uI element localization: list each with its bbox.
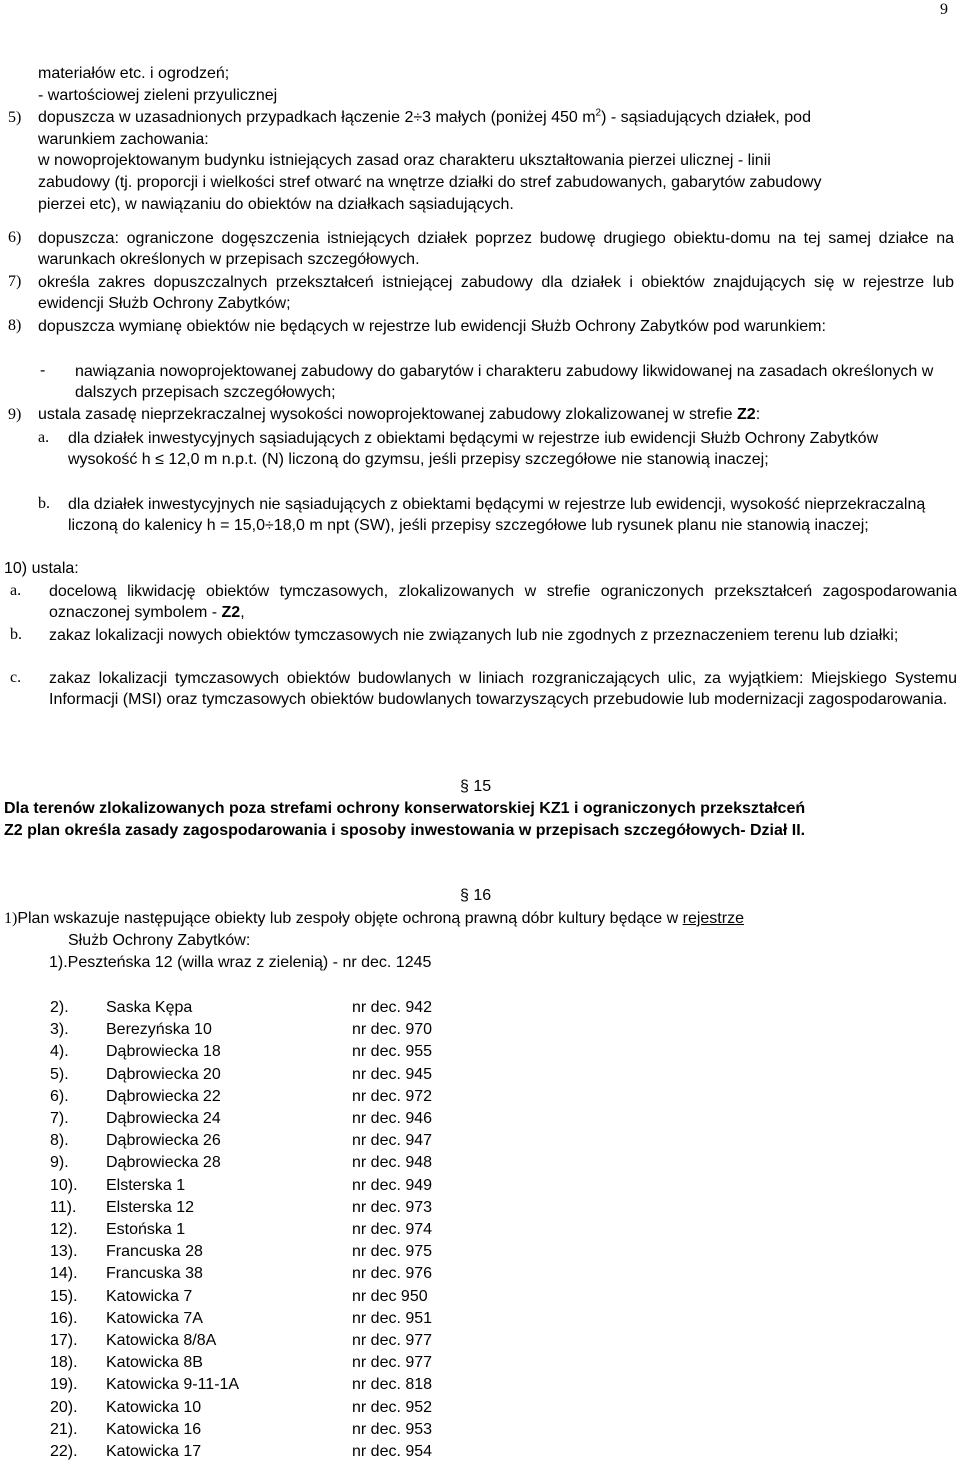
- item-10-a-marker: a.: [10, 582, 22, 599]
- section-15-line-1: Dla terenów zlokalizowanych poza strefami ochrony konserwatorskiej KZ1 i ograniczonych przekształceń: [4, 800, 806, 817]
- item-9-text-b: :: [755, 406, 761, 423]
- list-item-decision: nr dec. 942: [352, 999, 433, 1016]
- list-item-decision: nr dec 950: [352, 1288, 428, 1305]
- list-item-decision: nr dec. 952: [352, 1399, 433, 1416]
- item-5-marker: 5): [8, 109, 22, 126]
- list-item-street: Berezyńska 10: [106, 1021, 212, 1038]
- list-item-street: Dąbrowiecka 22: [106, 1088, 221, 1105]
- list-item: [50, 1331, 470, 1351]
- page-number: 9: [940, 1, 948, 18]
- item-10-a-text-b: ,: [240, 604, 245, 621]
- list-item-decision: nr dec. 951: [352, 1310, 433, 1327]
- list-item: [50, 1131, 470, 1151]
- list-item-decision: nr dec. 818: [352, 1376, 433, 1393]
- list-item: [50, 1176, 470, 1196]
- section-16-line-2: Służb Ochrony Zabytków:: [68, 932, 251, 949]
- list-item-decision: nr dec. 973: [352, 1199, 433, 1216]
- list-item: [50, 1109, 470, 1129]
- list-item-number: 12).: [50, 1221, 78, 1238]
- list-item: [50, 1287, 470, 1307]
- item-6-marker: 6): [8, 229, 22, 246]
- list-item-decision: nr dec. 947: [352, 1132, 433, 1149]
- item-5-sup: 2: [595, 107, 602, 119]
- intro-line-2: - wartościowej zieleni przyulicznej: [38, 87, 278, 104]
- item-9-text: [38, 405, 760, 425]
- section-15-heading: § 15: [460, 778, 492, 795]
- item-5-line-3: w nowoprojektowanym budynku istniejących zasad oraz charakteru ukształtowania pierzei ulicznej - linii: [38, 152, 771, 169]
- list-item-number: 2).: [50, 999, 69, 1016]
- item-5-line-2: warunkiem zachowania:: [38, 131, 209, 148]
- list-item-number: 8).: [50, 1132, 69, 1149]
- list-item-decision: nr dec. 976: [352, 1265, 433, 1282]
- section-16-text-a: Plan wskazuje następujące obiekty lub zespoły objęte ochroną prawną dóbr kultury będące w: [17, 910, 683, 927]
- list-item-number: 20).: [50, 1399, 78, 1416]
- list-item-decision: nr dec. 949: [352, 1177, 433, 1194]
- list-item-street: Dąbrowiecka 28: [106, 1154, 221, 1171]
- item-5-line-5: pierzei etc), w nawiązaniu do obiektów na działkach sąsiadujących.: [38, 196, 514, 213]
- list-item: [50, 998, 470, 1018]
- list-item-street: Katowicka 7: [106, 1288, 193, 1305]
- list-item-decision: nr dec. 948: [352, 1154, 433, 1171]
- list-item-number: 17).: [50, 1332, 78, 1349]
- list-item-street: Dąbrowiecka 18: [106, 1043, 221, 1060]
- list-item-decision: nr dec. 972: [352, 1088, 433, 1105]
- section-16-line-1: [4, 909, 744, 929]
- list-item: [50, 1375, 470, 1395]
- list-item-street: Francuska 28: [106, 1243, 203, 1260]
- list-item-decision: nr dec. 974: [352, 1221, 433, 1238]
- list-item-number: 4).: [50, 1043, 69, 1060]
- item-7-text: określa zakres dopuszczalnych przekształceń istniejącej zabudowy dla działek i obiektów znajdujących się w rejestrze lub ewidencji Służb Ochrony Zabytków;: [38, 274, 954, 312]
- list-item-decision: nr dec. 977: [352, 1354, 433, 1371]
- list-item: [50, 1220, 470, 1240]
- item-5-text-a: dopuszcza w uzasadnionych przypadkach łączenie 2÷3 małych (poniżej 450 m: [38, 109, 596, 126]
- list-item: [50, 1264, 470, 1284]
- section-16-first-item: 1).Peszteńska 12 (willa wraz z zielenią) - nr dec. 1245: [49, 954, 432, 971]
- section-16-register-link: rejestrze: [682, 910, 744, 927]
- item-10-a-text-a: docelową likwidację obiektów tymczasowych, zlokalizowanych w strefie ograniczonych przekształceń zagospodarowania oznaczonej symbolem -: [49, 583, 957, 621]
- item-7-marker: 7): [8, 273, 22, 290]
- item-9-b-marker: b.: [38, 495, 50, 512]
- list-item-decision: nr dec. 945: [352, 1066, 433, 1083]
- list-item-decision: nr dec. 946: [352, 1110, 433, 1127]
- item-5-line-1: [38, 108, 811, 128]
- item-10-label: 10) ustala:: [4, 560, 79, 577]
- item-10-b-text: zakaz lokalizacji nowych obiektów tymczasowych nie związanych lub nie zgodnych z przeznaczeniem terenu lub działki;: [49, 627, 899, 644]
- list-item-street: Dąbrowiecka 26: [106, 1132, 221, 1149]
- list-item-number: 19).: [50, 1376, 78, 1393]
- list-item-number: 6).: [50, 1088, 69, 1105]
- list-item: [50, 1198, 470, 1218]
- list-item: [50, 1153, 470, 1173]
- list-item: [50, 1020, 470, 1040]
- list-item-street: Elsterska 1: [106, 1177, 186, 1194]
- item-5-line-4: zabudowy (tj. proporcji i wielkości stref otwarć na wnętrze działki do stref zabudowanych, gabarytów zabudowy: [38, 174, 822, 191]
- item-10-b-marker: b.: [10, 626, 22, 643]
- list-item-number: 16).: [50, 1310, 78, 1327]
- list-item: [50, 1398, 470, 1418]
- list-item-street: Katowicka 8B: [106, 1354, 203, 1371]
- list-item: [50, 1065, 470, 1085]
- item-9-marker: 9): [8, 406, 22, 423]
- item-8-dash: -: [40, 362, 46, 379]
- section-15-line-2: Z2 plan określa zasady zagospodarowania i sposoby inwestowania w przepisach szczegółowych- Dział II.: [4, 822, 806, 839]
- item-10-c-marker: c.: [10, 669, 22, 686]
- list-item-number: 9).: [50, 1154, 69, 1171]
- list-item-street: Francuska 38: [106, 1265, 203, 1282]
- item-9-a-marker: a.: [38, 429, 50, 446]
- list-item-street: Estońska 1: [106, 1221, 186, 1238]
- list-item-number: 5).: [50, 1066, 69, 1083]
- list-item: [50, 1420, 470, 1440]
- item-10-a-text: [49, 581, 957, 623]
- list-item: [50, 1042, 470, 1062]
- item-8-text: dopuszcza wymianę obiektów nie będących w rejestrze lub ewidencji Służb Ochrony Zabytków pod warunkiem:: [38, 318, 826, 335]
- list-item-decision: nr dec. 954: [352, 1443, 433, 1460]
- item-8-sub: nawiązania nowoprojektowanej zabudowy do gabarytów i charakteru zabudowy likwidowanej na zasadach określonych w dalszych przepisach szczegółowych;: [75, 363, 934, 401]
- item-10-a-zone: Z2: [221, 604, 241, 621]
- item-8-marker: 8): [8, 317, 22, 334]
- list-item-street: Katowicka 10: [106, 1399, 202, 1416]
- list-item-street: Dąbrowiecka 24: [106, 1110, 221, 1127]
- list-item-street: Katowicka 16: [106, 1421, 202, 1438]
- list-item: [50, 1242, 470, 1262]
- list-item-number: 18).: [50, 1354, 78, 1371]
- list-item-number: 13).: [50, 1243, 78, 1260]
- list-item-decision: nr dec. 970: [352, 1021, 433, 1038]
- list-item-decision: nr dec. 975: [352, 1243, 433, 1260]
- list-item-number: 22).: [50, 1443, 78, 1460]
- list-item-decision: nr dec. 955: [352, 1043, 433, 1060]
- item-10-c-text: zakaz lokalizacji tymczasowych obiektów budowlanych w liniach rozgraniczających ulic, za wyjątkiem: Miejskiego Systemu Informacji (MSI) oraz tymczasowych obiektów budowlanych towarzyszących przebudowie lub modernizacji zagospodarowania.: [49, 670, 957, 708]
- list-item-number: 11).: [50, 1199, 77, 1216]
- list-item-street: Katowicka 9-11-1A: [106, 1376, 240, 1393]
- list-item-decision: nr dec. 953: [352, 1421, 433, 1438]
- list-item-number: 21).: [50, 1421, 78, 1438]
- list-item: [50, 1442, 470, 1462]
- list-item-number: 3).: [50, 1021, 69, 1038]
- list-item-street: Elsterska 12: [106, 1199, 195, 1216]
- item-5-text-b: ) - sąsiadujących działek, pod: [601, 109, 811, 126]
- list-item-street: Katowicka 7A: [106, 1310, 203, 1327]
- list-item-number: 10).: [50, 1177, 78, 1194]
- item-9-zone: Z2: [737, 406, 756, 423]
- item-9-text-a: ustala zasadę nieprzekraczalnej wysokości nowoprojektowanej zabudowy zlokalizowanej w strefie: [38, 406, 738, 423]
- list-item-number: 14).: [50, 1265, 78, 1282]
- section-16-marker: 1): [4, 910, 18, 927]
- item-6-text: dopuszcza: ograniczone dogęszczenia istniejących działek poprzez budowę drugiego obiektu-domu na tej samej działce na warunkach określonych w przepisach szczegółowych.: [38, 230, 954, 268]
- list-item-decision: nr dec. 977: [352, 1332, 433, 1349]
- list-item: [50, 1087, 470, 1107]
- section-16-heading: § 16: [460, 887, 492, 904]
- list-item-number: 7).: [50, 1110, 69, 1127]
- list-item-street: Katowicka 8/8A: [106, 1332, 217, 1349]
- list-item-street: Dąbrowiecka 20: [106, 1066, 221, 1083]
- list-item-number: 15).: [50, 1288, 78, 1305]
- intro-line-1: materiałów etc. i ogrodzeń;: [38, 65, 230, 82]
- list-item-street: Saska Kępa: [106, 999, 193, 1016]
- list-item-street: Katowicka 17: [106, 1443, 202, 1460]
- list-item: [50, 1353, 470, 1373]
- item-9-a-text: dla działek inwestycyjnych sąsiadujących z obiektami będącymi w rejestrze iub ewidencji Służb Ochrony Zabytków wysokość h ≤ 12,0 m n.p.t. (N) liczoną do gzymsu, jeśli przepisy szczegółowe nie stanowią inaczej;: [68, 430, 879, 468]
- item-9-b-text: dla działek inwestycyjnych nie sąsiadujących z obiektami będącymi w rejestrze lub ewidencji, wysokość nieprzekraczalną liczoną do kalenicy h = 15,0÷18,0 m npt (SW), jeśli przepisy szczegółowe lub rysunek planu nie stanowią inaczej;: [68, 496, 926, 534]
- list-item: [50, 1309, 470, 1329]
